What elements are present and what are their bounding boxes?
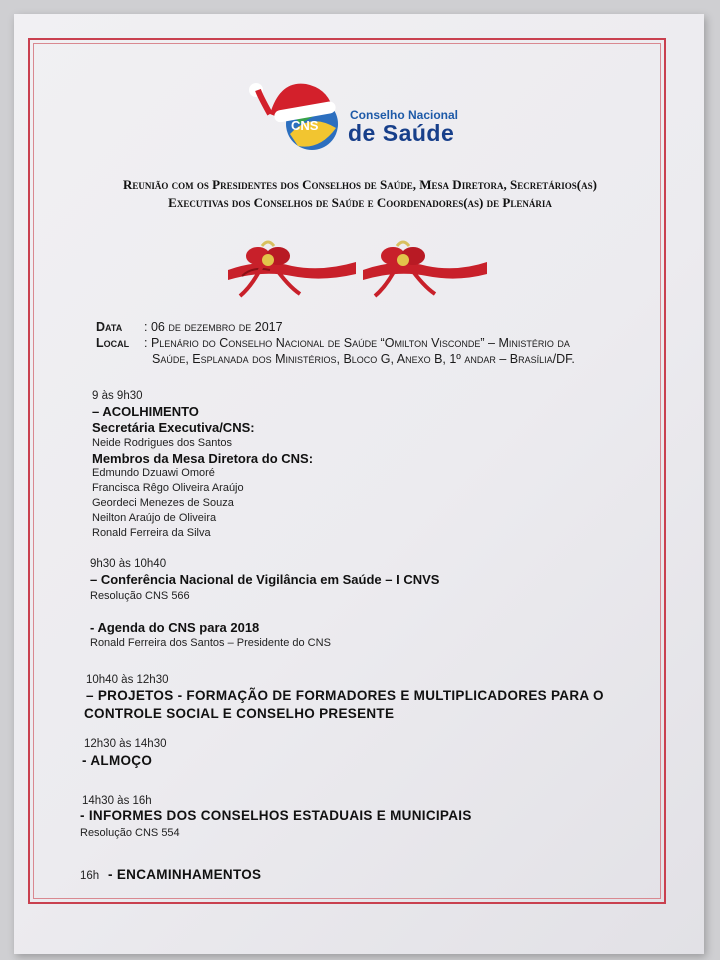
acolhimento-heading: – ACOLHIMENTO <box>92 404 199 419</box>
resolution-note-554: Resolução CNS 554 <box>80 827 180 839</box>
location-value-line1: : Plenário do Conselho Nacional de Saúde “Omilton Visconde” – Ministério da <box>144 336 570 350</box>
mesa-diretora-heading: Membros da Mesa Diretora do CNS: <box>92 451 314 466</box>
time-9h: 9 às 9h30 <box>92 390 143 402</box>
location-value-line2: Saúde, Esplanada dos Ministérios, Bloco G, Anexo B, 1º andar – Brasília/DF. <box>152 352 575 366</box>
date-value: : 06 de dezembro de 2017 <box>144 320 283 334</box>
ribbon-bow-icon <box>228 242 356 296</box>
almoco-heading: - ALMOÇO <box>82 753 153 768</box>
name-item: Neilton Araújo de Oliveira <box>92 512 217 524</box>
cns-logo-abbr: CNS <box>291 118 319 133</box>
name-item: Edmundo Dzuawi Omoré <box>92 467 215 479</box>
name-item: Neide Rodrigues dos Santos <box>92 437 233 449</box>
ribbon-bow-icon <box>363 242 487 296</box>
agenda-2018-heading: - Agenda do CNS para 2018 <box>90 620 260 635</box>
time-10h40: 10h40 às 12h30 <box>86 674 169 686</box>
name-item: Francisca Rêgo Oliveira Araújo <box>92 482 244 494</box>
presidente-note: Ronald Ferreira dos Santos – Presidente do CNS <box>90 637 331 649</box>
informes-heading: - INFORMES DOS CONSELHOS ESTADUAIS E MUNICIPAIS <box>80 808 472 823</box>
time-12h30: 12h30 às 14h30 <box>84 738 167 750</box>
christmas-ribbons-decoration <box>222 236 492 308</box>
location-label: Local <box>96 336 130 350</box>
cnvs-heading: – Conferência Nacional de Vigilância em Saúde – I CNVS <box>90 572 440 587</box>
date-label: Data <box>96 320 123 334</box>
projetos-heading-line2: CONTROLE SOCIAL E CONSELHO PRESENTE <box>84 706 395 721</box>
logo-line-1: Conselho Nacional <box>350 108 459 122</box>
logo-line-2: de Saúde <box>348 120 455 146</box>
time-9h30: 9h30 às 10h40 <box>90 558 167 570</box>
time-16h: 16h <box>80 870 100 882</box>
secretaria-heading: Secretária Executiva/CNS: <box>92 420 255 435</box>
projetos-heading-line1: – PROJETOS - FORMAÇÃO DE FORMADORES E MULTIPLICADORES PARA O <box>86 688 604 703</box>
name-item: Geordeci Menezes de Souza <box>92 497 234 509</box>
name-item: Ronald Ferreira da Silva <box>92 527 211 539</box>
time-14h30: 14h30 às 16h <box>82 795 152 807</box>
resolution-note: Resolução CNS 566 <box>90 590 190 602</box>
document-title: Reunião com os Presidentes dos Conselhos de Saúde, Mesa Diretora, Secretários(as) Executivas dos Conselhos de Saúde e Coordenadores(as) de Plenária <box>123 177 597 210</box>
encaminhamentos-heading: - ENCAMINHAMENTOS <box>108 867 262 882</box>
